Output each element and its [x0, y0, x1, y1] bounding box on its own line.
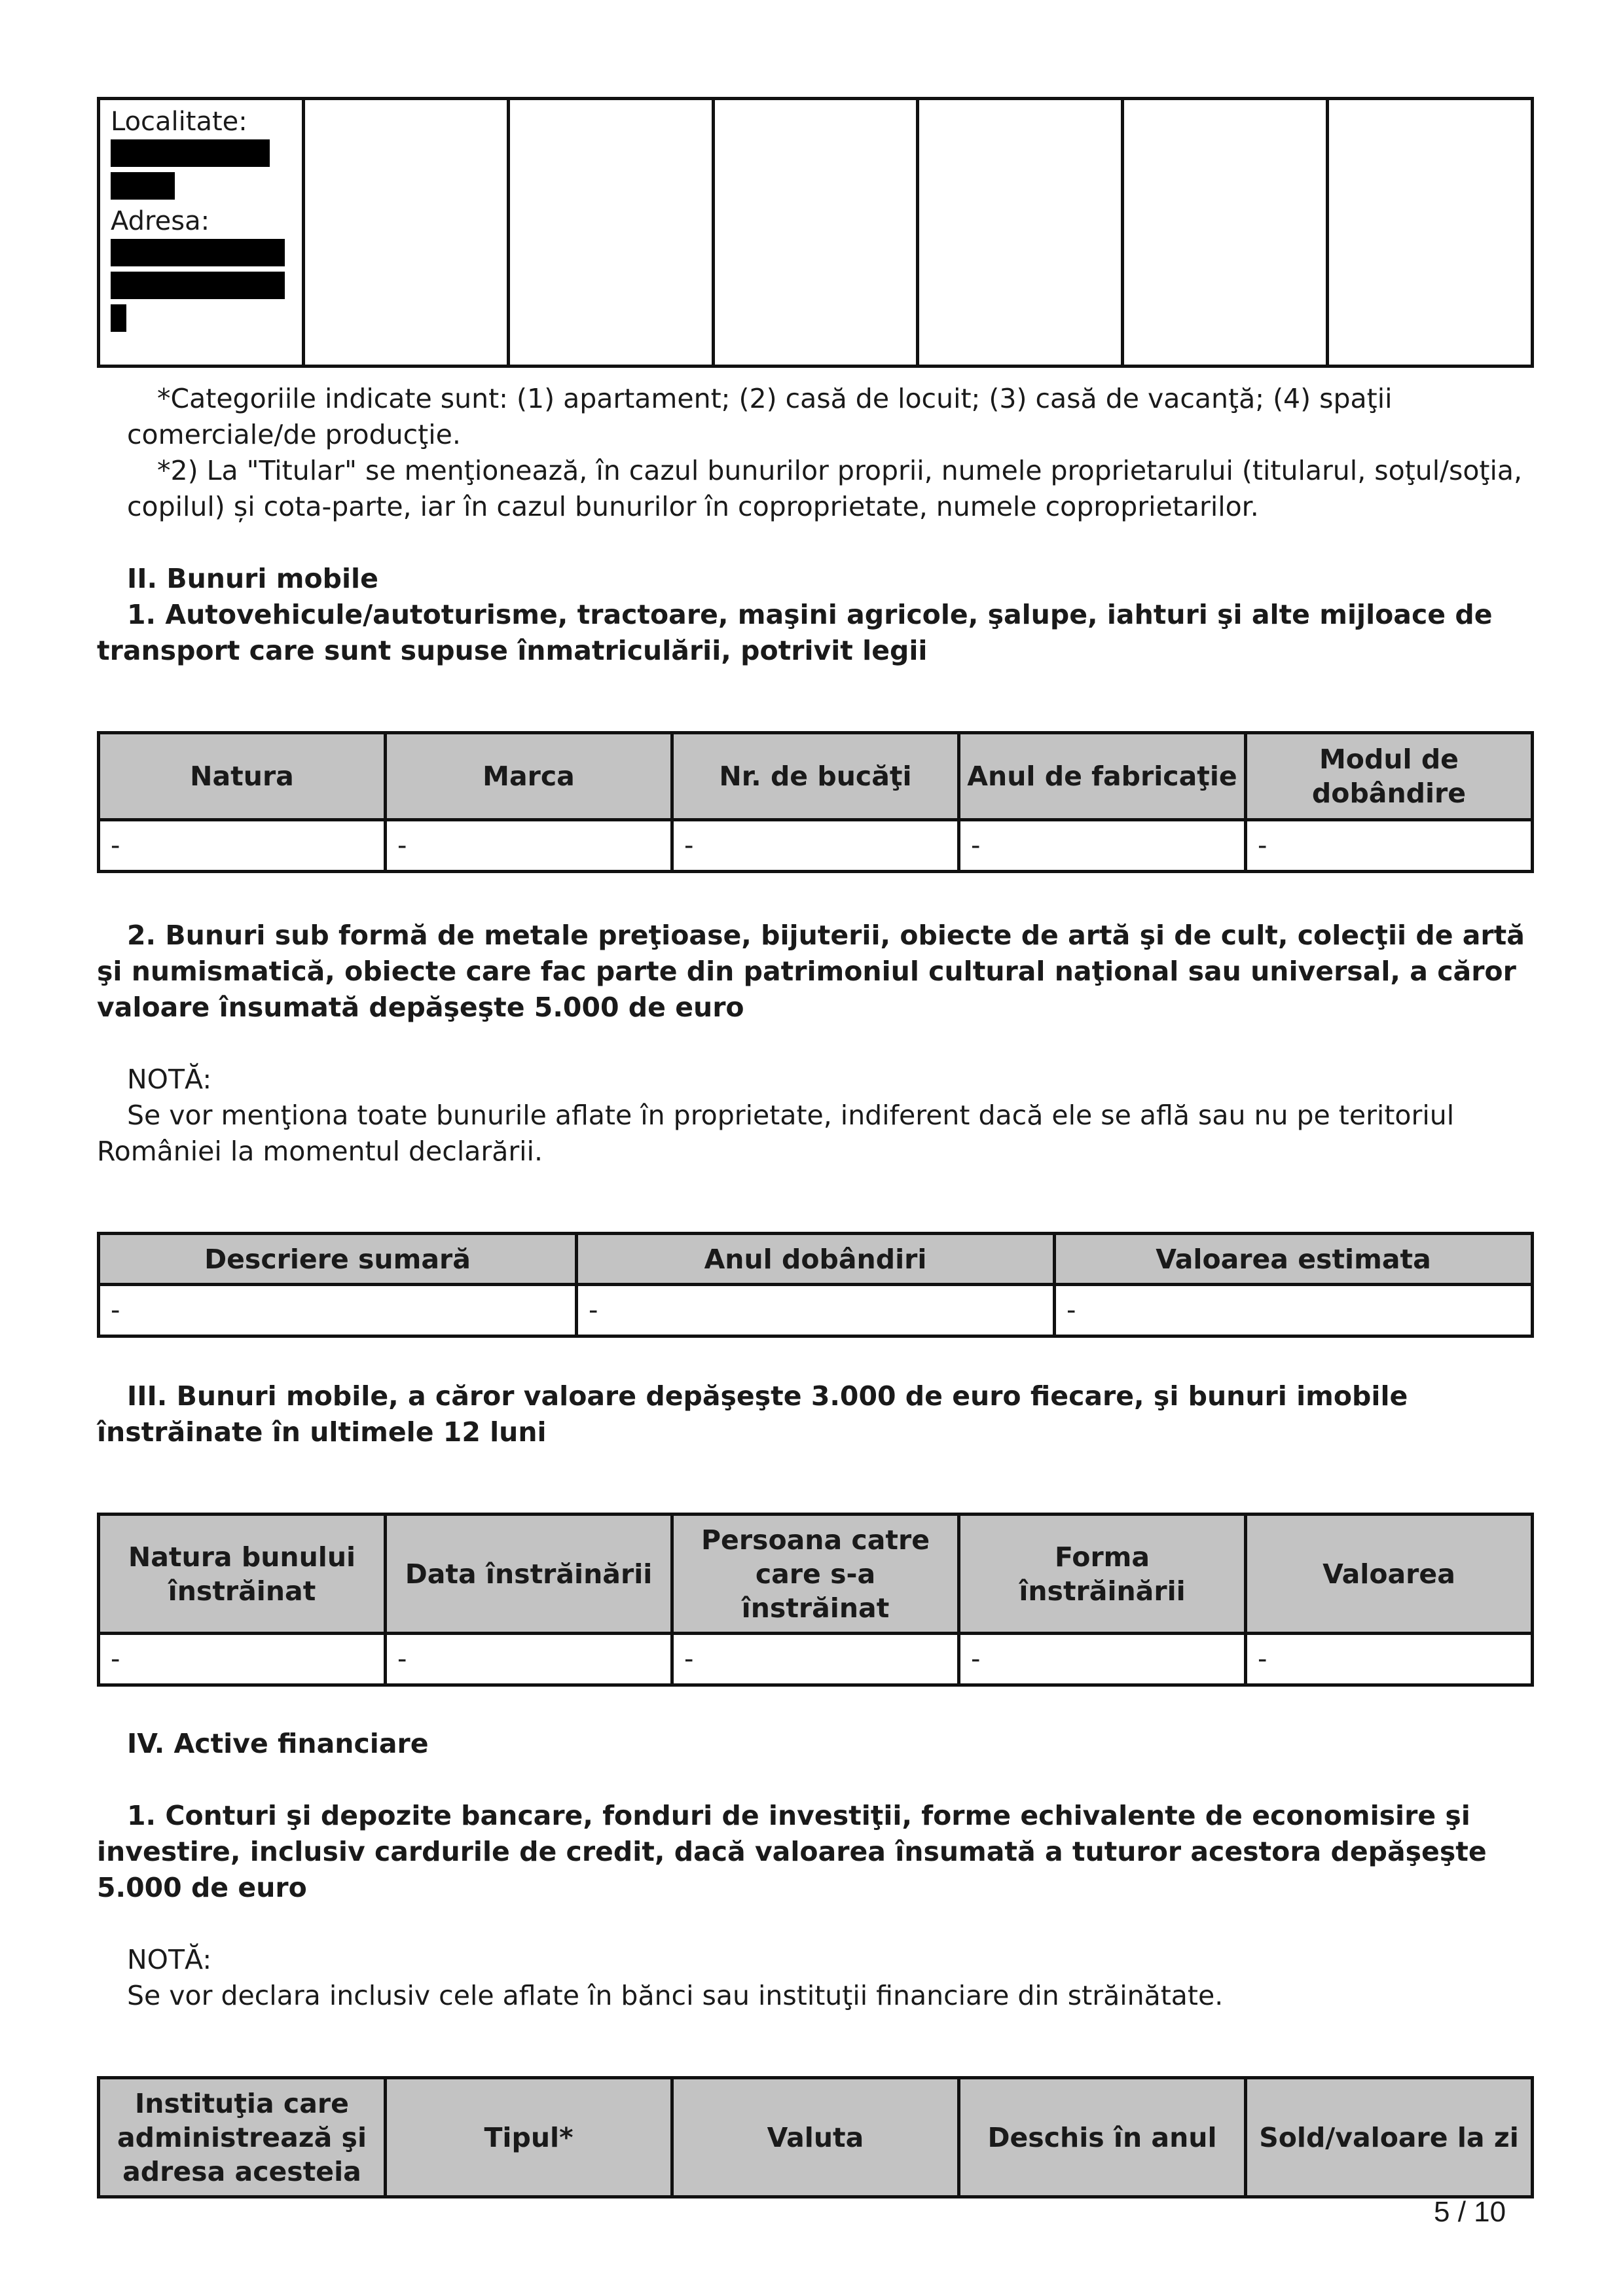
nota-label: NOTĂ:	[127, 1944, 212, 1975]
financial-accounts-table	[97, 2076, 1534, 2198]
valuables-table	[97, 1232, 1534, 1338]
table-cell: -	[1055, 1285, 1533, 1336]
empty-cell	[303, 99, 508, 367]
table-cell: -	[386, 1634, 672, 1685]
table-row	[99, 820, 1533, 872]
footnote-categories: *Categoriile indicate sunt: (1) apartament; (2) casă de locuit; (3) casă de vacanţă; (4) spaţii comerciale/de producţie.	[127, 383, 1393, 450]
table-cell: -	[1246, 820, 1533, 872]
nota-label: NOTĂ:	[127, 1064, 212, 1095]
empty-cell	[1328, 99, 1533, 367]
table-cell: -	[99, 1634, 386, 1685]
table-cell: -	[99, 820, 386, 872]
table-cell: -	[99, 1285, 577, 1336]
col-header: Natura bunului înstrăinat	[99, 1515, 386, 1634]
redacted-block	[111, 304, 126, 332]
col-header: Persoana catre care s-a înstrăinat	[672, 1515, 959, 1634]
location-cell	[99, 99, 304, 367]
localitate-label: Localitate:	[111, 107, 247, 137]
col-header: Valoarea	[1246, 1515, 1533, 1634]
col-header: Sold/valoare la zi	[1246, 2078, 1533, 2197]
table-cell: -	[959, 1634, 1246, 1685]
col-header: Nr. de bucăţi	[672, 733, 959, 820]
footnote-titular: *2) La "Titular" se menţionează, în cazul bunurilor proprii, numele proprietarului (titularul, soţul/soţia, copilul) și cota-parte, iar în cazul bunurilor în coproprietate, numele coproprietarilor.	[127, 455, 1523, 522]
col-header: Instituţia care administrează şi adresa acesteia	[99, 2078, 386, 2197]
col-header: Modul de dobândire	[1246, 733, 1533, 820]
col-header: Anul de fabricaţie	[959, 733, 1246, 820]
col-header: Anul dobândiri	[577, 1234, 1055, 1285]
redacted-block	[111, 272, 285, 299]
table-cell: -	[1246, 1634, 1533, 1685]
section-title-instrainate: III. Bunuri mobile, a căror valoare depăşeşte 3.000 de euro fiecare, şi bunuri imobile înstrăinate în ultimele 12 luni	[97, 1380, 1408, 1448]
nota-text: Se vor menţiona toate bunurile aflate în proprietate, indiferent dacă ele se află sau nu pe teritoriul României la momentul declarării.	[97, 1100, 1455, 1167]
redacted-block	[111, 172, 175, 200]
document-page	[97, 97, 1534, 2198]
section-title-bunuri-mobile: II. Bunuri mobile	[127, 563, 378, 594]
redacted-block	[111, 139, 270, 167]
table-cell: -	[577, 1285, 1055, 1336]
subsection-conturi-depozite: 1. Conturi şi depozite bancare, fonduri de investiţii, forme echivalente de economisire şi investire, inclusiv cardurile de credit, dacă valoarea însumată a tuturor acestora depăşeşte 5.000 de euro	[97, 1800, 1487, 1903]
table-row	[99, 1285, 1533, 1336]
table-cell: -	[672, 820, 959, 872]
empty-cell	[508, 99, 713, 367]
real-estate-table-continuation	[97, 97, 1534, 368]
col-header: Data înstrăinării	[386, 1515, 672, 1634]
vehicles-table	[97, 731, 1534, 873]
table-cell: -	[672, 1634, 959, 1685]
subsection-autovehicule: 1. Autovehicule/autoturisme, tractoare, maşini agricole, şalupe, iahturi şi alte mijloace de transport care sunt supuse înmatriculării, potrivit legii	[97, 599, 1493, 666]
page-number: 5 / 10	[1434, 2196, 1506, 2228]
col-header: Forma înstrăinării	[959, 1515, 1246, 1634]
nota-text: Se vor declara inclusiv cele aflate în bănci sau instituţii financiare din străinătate.	[127, 1980, 1224, 2011]
table-cell: -	[959, 820, 1246, 872]
col-header: Marca	[386, 733, 672, 820]
col-header: Valuta	[672, 2078, 959, 2197]
col-header: Deschis în anul	[959, 2078, 1246, 2197]
subsection-metale-pretioase: 2. Bunuri sub formă de metale preţioase, bijuterii, obiecte de artă şi de cult, colecţii de artă şi numismatică, obiecte care fac parte din patrimoniul cultural naţional sau universal, a căror valoare însumată depăşeşte 5.000 de euro	[97, 920, 1525, 1023]
col-header: Valoarea estimata	[1055, 1234, 1533, 1285]
empty-cell	[1123, 99, 1328, 367]
table-row	[99, 1634, 1533, 1685]
empty-cell	[713, 99, 918, 367]
adresa-label: Adresa:	[111, 206, 210, 236]
empty-cell	[918, 99, 1123, 367]
col-header: Natura	[99, 733, 386, 820]
alienated-goods-table	[97, 1513, 1534, 1687]
col-header: Tipul*	[386, 2078, 672, 2197]
section-title-active-financiare: IV. Active financiare	[127, 1728, 429, 1759]
redacted-block	[111, 239, 285, 266]
table-cell: -	[386, 820, 672, 872]
col-header: Descriere sumară	[99, 1234, 577, 1285]
